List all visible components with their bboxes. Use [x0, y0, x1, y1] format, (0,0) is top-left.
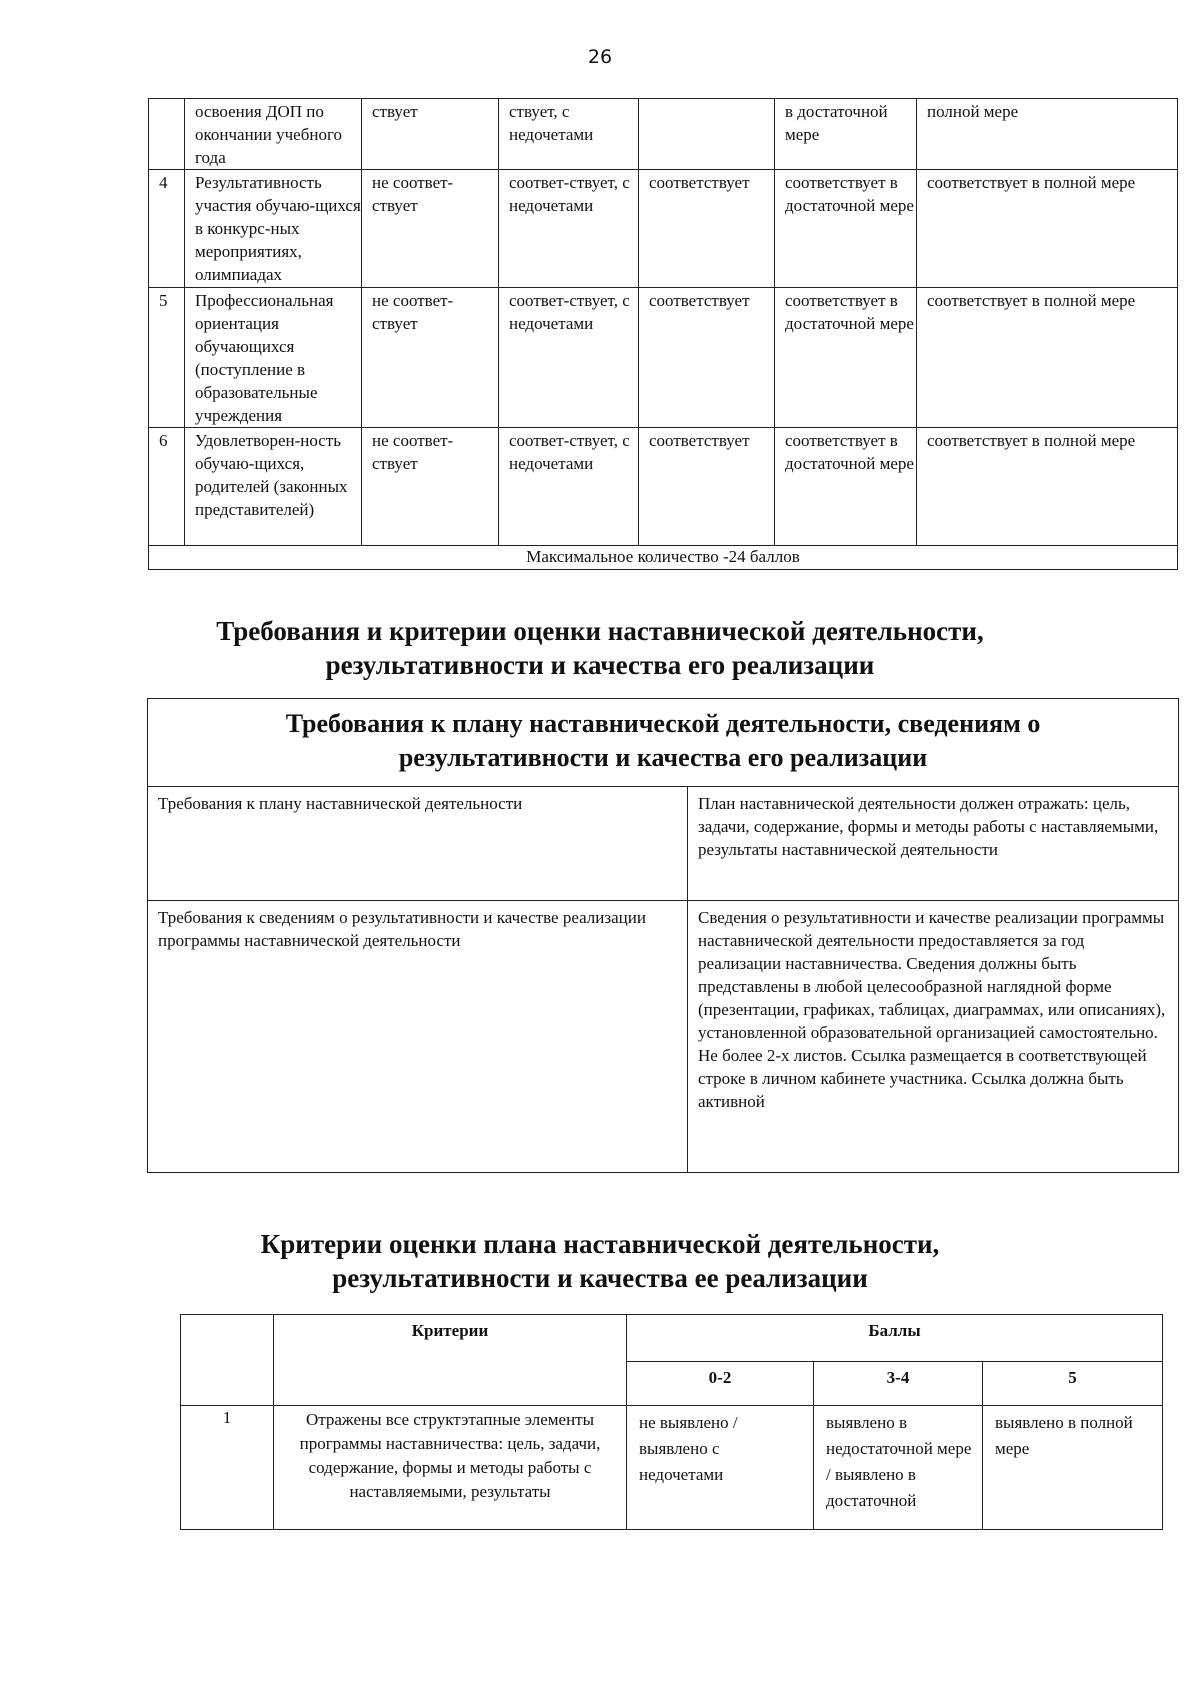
table-row — [148, 787, 1179, 901]
score-range-header: 5 — [983, 1362, 1163, 1406]
score-cell: ствует, с недочетами — [499, 99, 639, 170]
section-title — [0, 614, 1200, 682]
score-cell: выявлено в недостаточной мере / выявлено в достаточной — [814, 1406, 983, 1530]
criterion-cell: освоения ДОП по окончании учебного года — [185, 99, 362, 170]
table-row — [148, 901, 1179, 1173]
scoring-criteria-table — [180, 1314, 1163, 1530]
row-number: 4 — [149, 170, 185, 288]
page-number: 26 — [587, 46, 613, 68]
points-header: Баллы — [627, 1315, 1163, 1362]
table-row — [149, 170, 1178, 288]
requirements-caption — [148, 699, 1179, 787]
score-cell: не выявлено / выявлено с недочетами — [627, 1406, 814, 1530]
score-cell: ствует — [362, 99, 499, 170]
criterion-cell: Профессиональная ориентация обучающихся (поступление в образовательные учреждения — [185, 288, 362, 428]
caption-line: результативности и качества его реализации — [398, 743, 928, 772]
score-cell: полной мере — [917, 99, 1178, 170]
score-cell — [639, 99, 775, 170]
score-range-header: 0-2 — [627, 1362, 814, 1406]
score-cell: в достаточной мере — [775, 99, 917, 170]
table-row — [149, 288, 1178, 428]
score-cell: не соответ-ствует — [362, 288, 499, 428]
max-score-note: Максимальное количество -24 баллов — [149, 546, 1178, 570]
score-cell: соответствует в полной мере — [917, 428, 1178, 546]
score-cell: соответ-ствует, с недочетами — [499, 170, 639, 288]
row-number: 5 — [149, 288, 185, 428]
table-row — [149, 99, 1178, 170]
table-row — [181, 1406, 1163, 1530]
criterion-cell: Результативность участия обучаю-щихся в конкурс-ных мероприятиях, олимпиадах — [185, 170, 362, 288]
score-cell: соответствует в достаточной мере — [775, 288, 917, 428]
row-number: 6 — [149, 428, 185, 546]
table-header-row — [181, 1315, 1163, 1362]
criterion-cell: Отражены все структэтапные элементы программы наставничества: цель, задачи, содержание, формы и методы работы с наставляемыми, результаты — [274, 1406, 627, 1530]
row-number — [149, 99, 185, 170]
score-cell: соответствует в достаточной мере — [775, 170, 917, 288]
evaluation-criteria-table — [148, 98, 1178, 570]
table-row — [149, 428, 1178, 546]
requirements-table — [147, 698, 1179, 1173]
score-range-header: 3-4 — [814, 1362, 983, 1406]
score-cell: соответ-ствует, с недочетами — [499, 428, 639, 546]
caption-line: Требования к плану наставнической деятельности, сведениям о — [285, 709, 1041, 738]
score-cell: соответствует в полной мере — [917, 288, 1178, 428]
section-title-line: Требования и критерии оценки наставнической деятельности, — [216, 616, 984, 646]
section-title-line: Критерии оценки плана наставнической деятельности, — [260, 1229, 940, 1259]
score-cell: не соответ-ствует — [362, 170, 499, 288]
empty-header-cell — [181, 1315, 274, 1406]
score-cell: соответствует — [639, 288, 775, 428]
section-title-line: результативности и качества ее реализации — [332, 1263, 868, 1293]
requirement-description: План наставнической деятельности должен отражать: цель, задачи, содержание, формы и методы работы с наставляемыми, результаты наставнической деятельности — [688, 787, 1179, 901]
section-title — [0, 1227, 1200, 1295]
score-cell: выявлено в полной мере — [983, 1406, 1163, 1530]
total-row — [149, 546, 1178, 570]
criterion-cell: Удовлетворен-ность обучаю-щихся, родителей (законных представителей) — [185, 428, 362, 546]
section-title-line: результативности и качества его реализации — [325, 650, 875, 680]
requirement-name: Требования к плану наставнической деятельности — [148, 787, 688, 901]
score-cell: соответ-ствует, с недочетами — [499, 288, 639, 428]
score-cell: соответствует — [639, 428, 775, 546]
score-cell: соответствует в достаточной мере — [775, 428, 917, 546]
criteria-header: Критерии — [274, 1315, 627, 1406]
score-cell: соответствует — [639, 170, 775, 288]
requirement-name: Требования к сведениям о результативности и качестве реализации программы наставнической деятельности — [148, 901, 688, 1173]
score-cell: соответствует в полной мере — [917, 170, 1178, 288]
score-cell: не соответ-ствует — [362, 428, 499, 546]
table-caption-row — [148, 699, 1179, 787]
requirement-description: Сведения о результативности и качестве реализации программы наставнической деятельности предоставляется за год реализации наставничества. Сведения должны быть представлены в любой целесообразной наглядной форме (презентации, графиках, таблицах, диаграммах, или описаниях), установленной образовательной организацией самостоятельно. Не более 2-х листов. Ссылка размещается в соответствующей строке в личном кабинете участника. Ссылка должна быть активной — [688, 901, 1179, 1173]
row-number: 1 — [181, 1406, 274, 1530]
